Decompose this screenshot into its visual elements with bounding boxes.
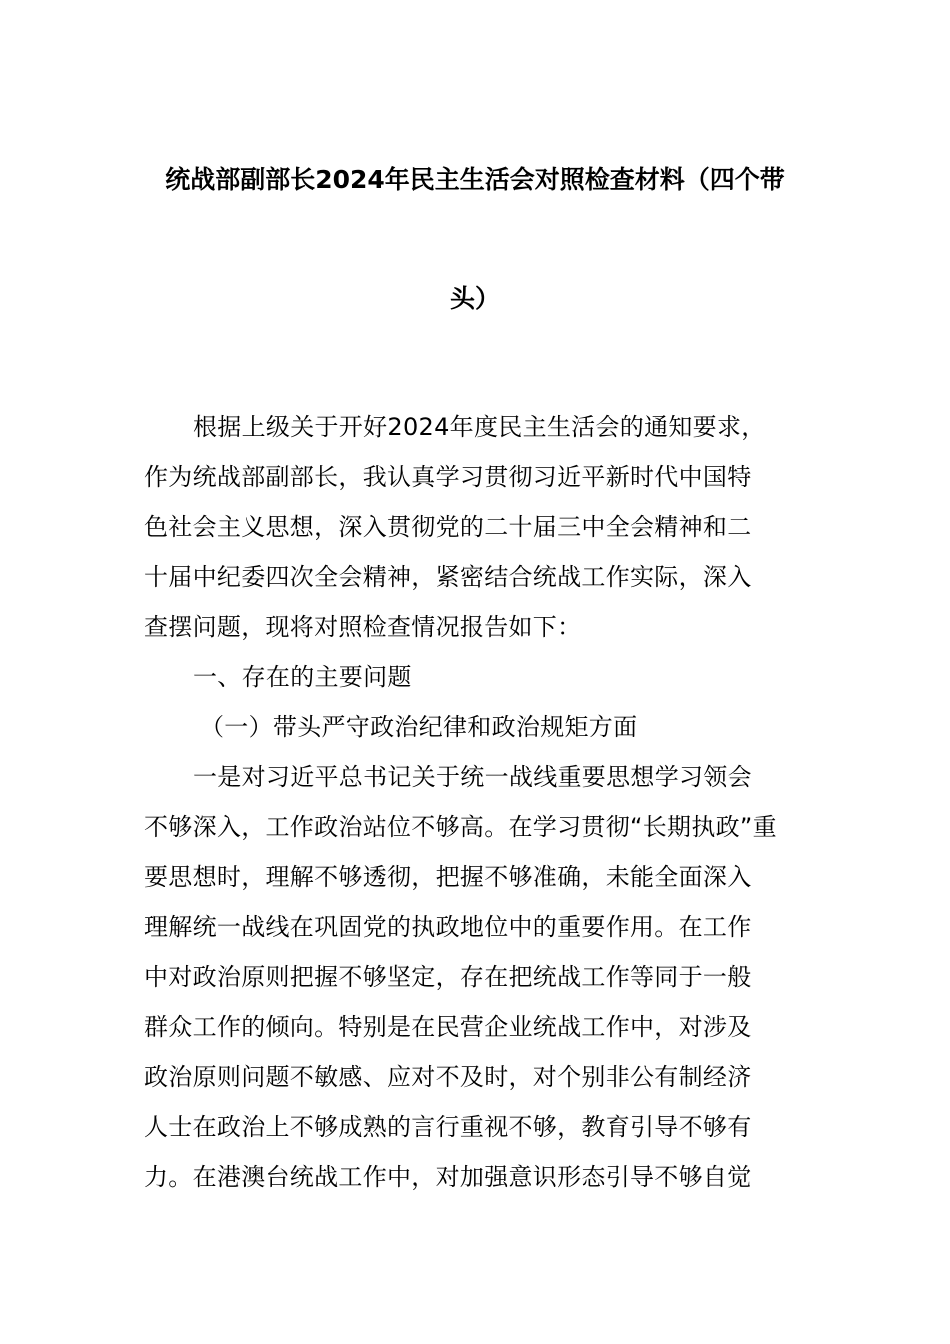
paragraph-line: 中对政治原则把握不够坚定，存在把统战工作等同于一般 [144,963,752,991]
intro-line: 根据上级关于开好2024年度民主生活会的通知要求， [193,413,766,441]
section-heading: 一、存在的主要问题 [193,663,412,691]
paragraph-line: 不够深入，工作政治站位不够高。在学习贯彻“长期执政”重 [144,813,777,841]
intro-line: 色社会主义思想，深入贯彻党的二十届三中全会精神和二 [144,513,752,541]
intro-line: 十届中纪委四次全会精神，紧密结合统战工作实际，深入 [144,563,752,591]
paragraph-line: 力。在港澳台统战工作中，对加强意识形态引导不够自觉 [144,1163,752,1191]
paragraph-line: 群众工作的倾向。特别是在民营企业统战工作中，对涉及 [144,1013,752,1041]
intro-line: 作为统战部副部长，我认真学习贯彻习近平新时代中国特 [144,463,752,491]
paragraph-line: 政治原则问题不敏感、应对不及时，对个别非公有制经济 [144,1063,752,1091]
subsection-heading: （一）带头严守政治纪律和政治规矩方面 [200,713,638,741]
document-title-line-1: 统战部副部长2024年民主生活会对照检查材料（四个带 [165,165,785,194]
paragraph-line: 人士在政治上不够成熟的言行重视不够，教育引导不够有 [144,1113,752,1141]
paragraph-line: 一是对习近平总书记关于统一战线重要思想学习领会 [193,763,752,791]
document-title-line-2: 头） [449,284,500,313]
paragraph-line: 理解统一战线在巩固党的执政地位中的重要作用。在工作 [144,913,752,941]
paragraph-line: 要思想时，理解不够透彻，把握不够准确，未能全面深入 [144,863,752,891]
document-body [144,402,806,1202]
intro-line: 查摆问题，现将对照检查情况报告如下： [144,613,582,641]
